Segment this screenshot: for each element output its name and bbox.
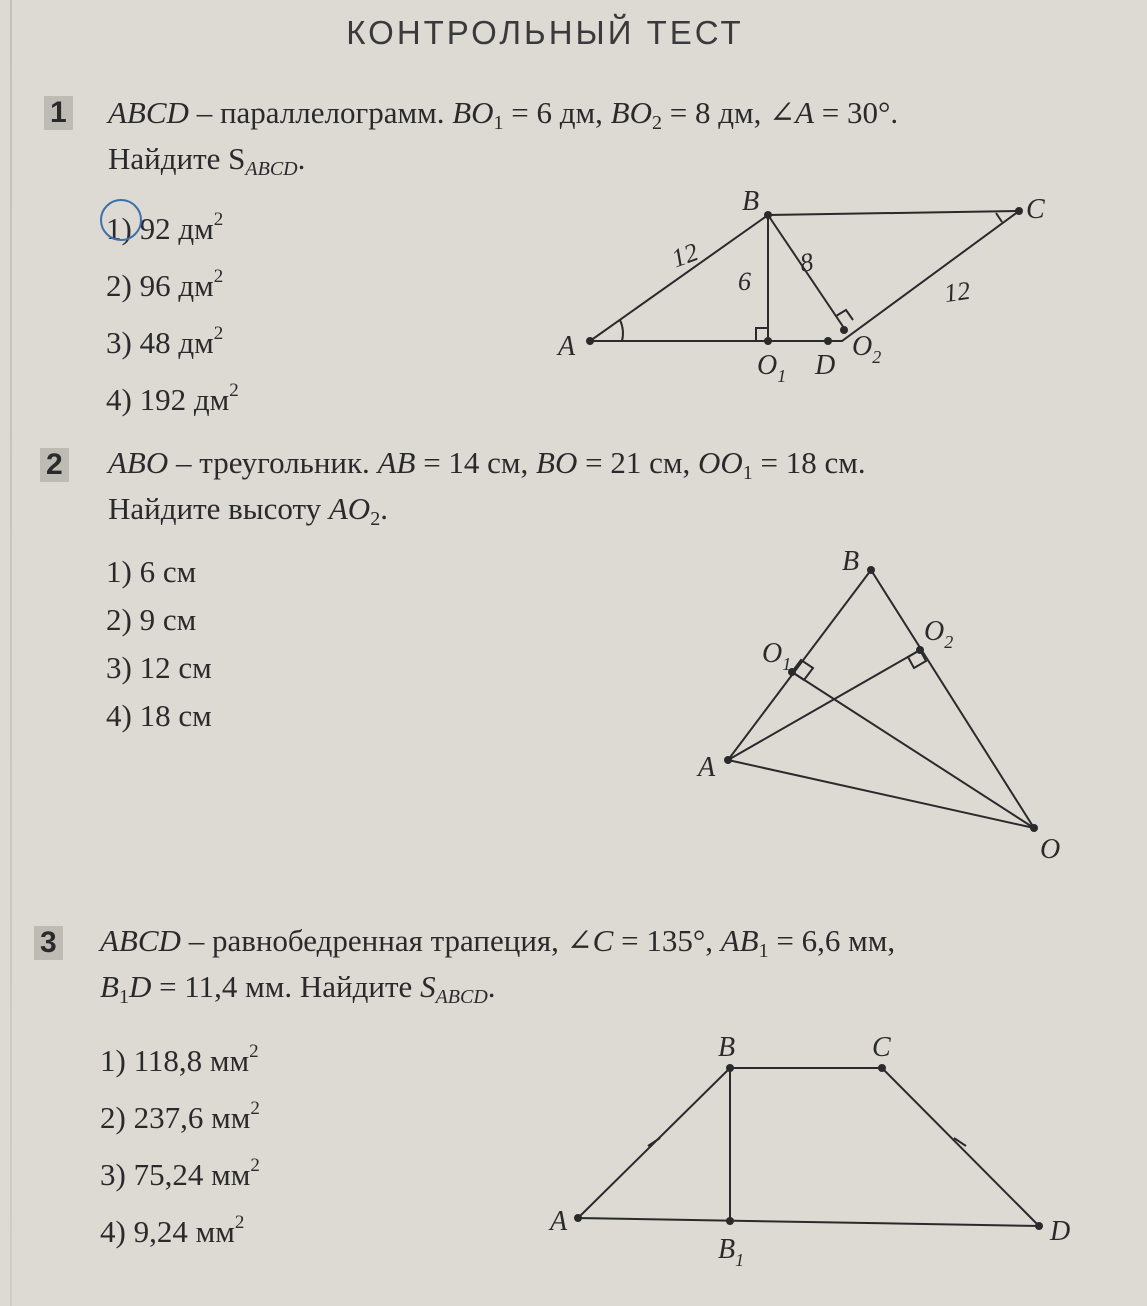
problem-3-statement-line1: ABCD – равнобедренная трапеция, ∠C = 135°, $AB_1 = 6,6$ мм,	[100, 923, 896, 962]
label-b: B	[742, 186, 760, 217]
point-d	[1035, 1222, 1043, 1230]
figure-3-trapezoid	[578, 1068, 1039, 1226]
figure-1-labels	[556, 186, 1045, 386]
handwritten-bo2: 8	[797, 247, 816, 278]
point-c	[878, 1064, 886, 1072]
label-d: D	[815, 350, 836, 381]
problem-2-statement-line2: Найдите высоту $AO_2$.	[108, 491, 388, 530]
label-b1: $B_1$	[718, 1234, 745, 1270]
handwritten-ab: 12	[667, 237, 702, 274]
label-o2: $O_2$	[924, 616, 954, 652]
point-b	[726, 1064, 734, 1072]
trapezoid-abcd	[578, 1068, 1039, 1226]
label-a: A	[550, 1206, 568, 1237]
problem-1-number: 1	[44, 96, 73, 130]
problem-2-statement-line1: ABO – треугольник. AB = 14 см, BO = 21 см, $OO_1 = 18$ см.	[108, 445, 866, 484]
problem-1-statement-line2: Найдите $S_{ABCD}$.	[108, 141, 306, 180]
problem-3-option-4[interactable]: 4) 9,24 $мм^2$	[100, 1212, 245, 1249]
label-a: A	[558, 331, 576, 362]
height-ao2	[728, 650, 920, 760]
label-o2: $O_2$	[852, 331, 882, 367]
figure-1-handwritten-notes	[668, 237, 973, 308]
figure-3-points	[574, 1064, 1043, 1230]
problem-2-option-2[interactable]: 2) 9 см	[106, 602, 197, 637]
label-c: C	[1026, 194, 1045, 225]
problem-1-option-2[interactable]: 2) 96 $дм^2$	[106, 266, 224, 303]
point-b	[867, 566, 875, 574]
problem-3-option-1[interactable]: 1) 118,8 $мм^2$	[100, 1041, 259, 1078]
label-b: B	[718, 1032, 736, 1063]
problem-1-option-3[interactable]: 3) 48 $дм^2$	[106, 323, 224, 360]
point-a	[574, 1214, 582, 1222]
figure-2-labels	[696, 546, 1060, 865]
label-a: A	[698, 752, 716, 783]
label-o1: $O_1$	[757, 350, 787, 386]
handwritten-bo1: 6	[738, 267, 751, 296]
point-o2	[840, 326, 848, 334]
problem-2-option-4[interactable]: 4) 18 см	[106, 698, 212, 733]
point-d	[824, 337, 832, 345]
figure-2-triangle	[728, 570, 1034, 828]
triangle-abo	[728, 570, 1034, 828]
point-o	[1030, 824, 1038, 832]
handwritten-cd: 12	[942, 275, 973, 309]
point-a	[724, 756, 732, 764]
height-oo1	[792, 672, 1034, 828]
label-c: C	[872, 1032, 891, 1063]
label-b: B	[842, 546, 860, 577]
angle-a-arc	[620, 320, 623, 341]
problem-1-option-1[interactable]: 1) 92 $дм^2$	[106, 209, 224, 246]
problem-2-option-1[interactable]: 1) 6 см	[106, 554, 197, 589]
point-o1	[764, 337, 772, 345]
label-d: D	[1050, 1216, 1071, 1247]
tick-ab	[648, 1138, 660, 1146]
page-title: КОНТРОЛЬНЫЙ ТЕСТ	[346, 14, 744, 51]
angle-c-mark	[996, 213, 1002, 222]
problem-3-option-3[interactable]: 3) 75,24 $мм^2$	[100, 1155, 260, 1192]
point-b	[764, 211, 772, 219]
problem-3-option-2[interactable]: 2) 237,6 $мм^2$	[100, 1098, 260, 1135]
point-c	[1015, 207, 1023, 215]
problem-3-number: 3	[34, 926, 63, 960]
problem-1-option-4[interactable]: 4) 192 $дм^2$	[106, 380, 239, 417]
label-o1: $O_1$	[762, 638, 792, 674]
point-o2	[916, 646, 924, 654]
problem-1-statement-line1: ABCD – параллелограмм. $BO_1 = 6$ дм, $BO_2 = 8$ дм, ∠A = 30°.	[108, 95, 899, 134]
point-b1	[726, 1217, 734, 1225]
answer-circle-mark	[101, 200, 141, 240]
figure-2-points	[724, 566, 1038, 832]
point-a	[586, 337, 594, 345]
problem-3-statement-line2: $B_1D = 11,4$ мм. Найдите $S_{ABCD}$.	[100, 969, 496, 1008]
problem-2-option-3[interactable]: 3) 12 см	[106, 650, 212, 685]
problem-2-number: 2	[40, 448, 69, 482]
label-o: O	[1040, 834, 1061, 865]
